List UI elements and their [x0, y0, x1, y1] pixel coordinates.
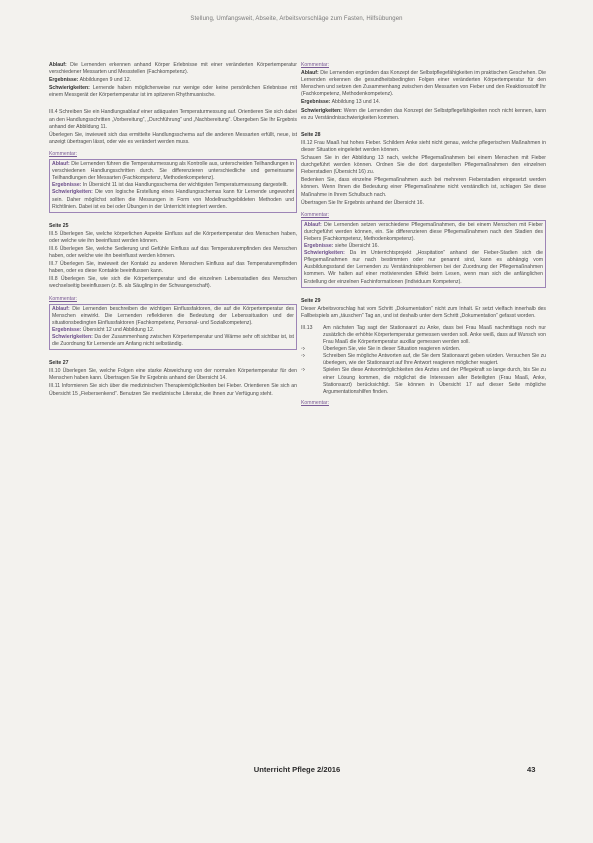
text: siehe Übersicht 16. [334, 243, 379, 250]
label-ergebnisse: Ergebnisse: [49, 77, 79, 84]
paragraph [52, 306, 294, 327]
paragraph [52, 161, 294, 182]
label-schwierigkeiten: Schwierigkeiten: [52, 189, 93, 196]
section-heading: Seite 25 [49, 222, 69, 229]
comment-label: Kommentar: [301, 62, 329, 68]
task-paragraph: III.8 Überlegen Sie, wie sich die Körpertemperatur und die einzelnen Lebensstadien des Menschen wechselseitig beeinflussen (z. B. als Säugling in der Schwangerschaft). [49, 276, 297, 290]
task-item [301, 346, 546, 353]
task-paragraph: III.4 Schreiben Sie ein Handlungsablauf einer adäquaten Temperaturmessung auf. Orientieren Sie sich dabei an den Handlungsschritten „Vorbereitung“, „Durchführung“ und „Nachbereitung“. Übergeben Sie Ihr Ergebnis anhand der Abbildung 11. [49, 109, 297, 130]
running-head: Stellung, Umfangsweit, Abseite, Arbeitsvorschläge zum Fasten, Hilfsübungen [190, 16, 403, 22]
arrow-icon: ➩ [301, 353, 306, 360]
label-schwierigkeiten: Schwierigkeiten: [52, 334, 93, 340]
paragraph [49, 85, 297, 99]
task-item [301, 367, 546, 395]
task-paragraph: Übertragen Sie Ihr Ergebnis anhand der Übersicht 16. [301, 199, 424, 206]
task-paragraph: III.5 Überlegen Sie, welche körperlichen Aspekte Einfluss auf die Körpertemperatur des Menschen haben, oder welche wie ihn beeinflusst werden können. [49, 230, 297, 244]
text: Wenn die Lernenden das Konzept der Selbstpflegefähigkeiten noch nicht kennen, kann es zu Verständnisschwierigkeiten kommen. [301, 107, 546, 121]
arrow-icon: ➩ [301, 367, 306, 374]
paragraph [301, 108, 546, 122]
task-paragraph: Dieser Arbeitsvorschlag hat vom Schritt „Dokumentation“ nicht zum Inhalt. Er setzt vielfach innerhalb des Fallbeispiels am „täuschen“ Tag an, und ist deshalb unter dem Schritt „Dokumentation“ gefasst worden. [301, 305, 546, 319]
left-column [49, 62, 297, 399]
paragraph [304, 243, 543, 250]
label-ablauf: Ablauf: [52, 161, 70, 168]
comment-label: Kommentar: [49, 295, 77, 302]
text: Abbildung 13 und 14. [331, 99, 381, 106]
text: Die Lernenden ergründen das Konzept der Selbstpflegefähigkeiten im praktischen Geschehen. Die Lernenden erkennen die gesundheitsbedingten Folgen einer veränderten Körpertemperatur für den Menschen und setzen den Zusammenhang zwischen den Messarten von Fieber und den Reaktionsstoff Ihr (Fachkompetenz, Methodenkompetenz). [301, 70, 546, 98]
paragraph [49, 62, 297, 76]
section-heading: Seite 28 [301, 131, 321, 138]
paragraph [52, 189, 294, 210]
task-paragraph: Schauen Sie in der Abbildung 13 nach, welche Pflegemaßnahmen bei einem Menschen mit Fieber durchgeführt werden können. Ordnen Sie die dort dargestellten Pflegemaßnahmen den einzelnen Fieberstadien (Übersicht 16) zu. [301, 155, 546, 176]
item-text: Überlegen Sie, wie Sie in dieser Situation reagieren würden. [323, 346, 461, 353]
text: Die Lernenden führen die Temperaturmessung als Kontrolle aus, unterscheiden Teilhandlungen in verschiedenen Handlungsschritten durch. Sie differenzieren unterschiedliche und gemeinsame Teilhandlungen der Messarten (Fachkompetenz, Methodenkompetenz). [52, 161, 294, 182]
comment-box [49, 304, 297, 351]
task-paragraph: III.11 Informieren Sie sich über die medizinischen Therapiemöglichkeiten bei Fieber. Orientieren Sie sich an Übersicht 15 „Fiebersenkend“. Benutzen Sie medizinische Literatur, die Ihnen zur Verfügung steht. [49, 383, 297, 397]
task-paragraph: III.6 Überlegen Sie, welche Sedierung und Gefühle Einfluss auf das Temperaturempfinden des Menschen haben, oder welche wie ihn beeinflusst werden können. [49, 245, 297, 260]
label-ergebnisse: Ergebnisse: [52, 326, 82, 333]
label-ablauf: Ablauf: [52, 305, 70, 312]
paragraph [52, 334, 294, 348]
text: In Übersicht 11 ist das Handlungsschema der wichtigsten Temperaturmessung dargestellt. [82, 182, 288, 189]
label-schwierigkeiten: Schwierigkeiten: [49, 85, 90, 92]
task-paragraph: Überlegen Sie, inwieweit sich das ermittelte Handlungsschema auf die anderen Messarten erfüllt, neue, ist anzeigt übertragen lässt, oder wie es verändert werden muss. [49, 131, 297, 145]
item-text: Spielen Sie diese Antwortmöglichkeiten des Arztes und der Pflegekraft so lange durch, bis Sie zu einer Lösung kommen, die möglichst die Interessen aller Beteiligten (Frau Maaß, Anke, Stationsarzt) berücksichtigt. Sie können in Übersicht 17 auf dieser Seite mögliche Argumentationshilfen finden. [323, 367, 546, 395]
comment-box [49, 159, 297, 213]
label-schwierigkeiten: Schwierigkeiten: [304, 250, 345, 257]
paragraph [304, 250, 543, 285]
label-ablauf: Ablauf: [49, 62, 67, 68]
label-schwierigkeiten: Schwierigkeiten: [301, 107, 342, 114]
paragraph [304, 222, 543, 243]
text: Da im Unterrichtsprojekt „Hospitation“ anhand der Fieber-Stadien sich die Pflegemaßnahmen nur nach bestimmten oder nur genannt sind, kann es abhängig vom Ausbildungsstand der Lernenden zu Verständnisproblemen bei der Zuordnung der Pflegemaßnahmen kommen. Wir halten auf einer motivierenden Effekt beim Lesen, wenn man sich die anfänglichen Erstellung der einzelnen Fachinformationen (Individuum Kompetenz). [304, 250, 543, 285]
task-item [301, 325, 546, 346]
text: Die Lernenden erkennen anhand Körper Erlebnisse mit einer veränderten Körpertemperatur verschiedener Messarten und Messstellen (Fachkompetenz). [49, 62, 297, 76]
paragraph [49, 77, 297, 84]
text: Übersicht 12 und Abbildung 12. [82, 326, 155, 333]
label-ablauf: Ablauf: [301, 70, 319, 77]
comment-label: Kommentar: [301, 399, 329, 406]
right-column [301, 62, 546, 408]
comment-label: Kommentar: [49, 150, 77, 157]
page-number: 43 [527, 765, 536, 774]
task-paragraph: Bedenken Sie, dass einzelne Pflegemaßnahmen auch bei mehreren Fieberstadien eingesetzt werden können. Wenn Ihnen die Bedeutung einer Pflegemaßnahme nicht verständlich ist, schlagen Sie diese Maßnahme in Ihrem Schulbuch nach. [301, 177, 546, 198]
footer-title: Unterricht Pflege 2/2016 [253, 765, 341, 774]
text: Da der Zusammenhang zwischen Körpertemperatur und Wärme sehr oft sichtbar ist, ist die Zuordnung für Lernende am Anfang nicht selbständig. [52, 334, 294, 348]
item-number: III.13 [301, 324, 313, 331]
label-ergebnisse: Ergebnisse: [304, 243, 334, 250]
comment-label: Kommentar: [301, 211, 329, 218]
paragraph [301, 70, 546, 98]
task-paragraph: III.7 Überlegen Sie, inwieweit der Kontakt zu anderen Menschen Einfluss auf das Temperaturempfinden haben, oder es diese Kontakte beeinflussen kann. [49, 261, 297, 275]
comment-box [301, 220, 546, 288]
item-text: Am nächsten Tag sagt der Stationsarzt zu Anke, dass bei Frau Maaß nachmittags noch nur zusätzlich die erhöhte Körpertemperatur gemessen werden soll. Anke weiß, dass auf Wunsch von Frau Maaß die Körpertemperatur auxillar gemessen werden soll. [323, 324, 546, 346]
text: Lernende haben möglicherweise nur wenige oder keine persönlichen Erlebnisse mit einem Messgerät der Körpertemperatur ist im spitzeren Rhythmusnische. [49, 85, 297, 99]
text: Die von logische Erstellung eines Handlungsschemas kann für Lernende ungewohnt sein. Daher möglichst sollten die Messungen in Form von Modellnachgebildeten Methoden und Richtlinien. Dabei ist es bei oder Übungen in der Unterricht integriert werden. [52, 189, 294, 210]
paragraph [52, 327, 294, 334]
text: Abbildungen 9 und 12. [79, 77, 132, 84]
task-paragraph: III.12 Frau Maaß hat hohes Fieber. Schildern Anke sieht nicht genau, welche pflegerischen Maßnahmen in dieser Situation eingeleitet werden können. [301, 139, 546, 153]
section-heading: Seite 29 [301, 297, 321, 304]
label-ergebnisse: Ergebnisse: [301, 99, 331, 106]
task-item [301, 353, 546, 367]
task-paragraph: III.10 Überlegen Sie, welche Folgen eine starke Abweichung von der normalen Körpertemperatur für den Menschen haben kann. Übertragen Sie Ihr Ergebnis anhand der Übersicht 14. [49, 368, 297, 382]
paragraph [301, 99, 546, 106]
paragraph [52, 182, 294, 189]
text: Die Lernenden setzen verschiedene Pflegemaßnahmen, die bei einem Menschen mit Fieber durchgeführt werden können, ein. Sie differenzieren diese Pflegemaßnahmen nach den Stadien des Fiebers (Fachkompetenz, Methodenkompetenz). [304, 221, 543, 242]
label-ablauf: Ablauf: [304, 221, 322, 228]
text: Die Lernenden beschreiben die wichtigen Einflussfaktoren, die auf die Körpertemperatur des Menschen einwirkt. Die Lernenden reflektieren die Bedeutung der Lebenssituation und der situationsbedingten Einflussfaktoren (Fachkompetenz, Personal- und Sozialkompetenz). [52, 305, 294, 326]
item-text: Schreiben Sie mögliche Antworten auf, die Sie dem Stationsarzt geben würden. Versuchen Sie zu überlegen, wie der Stationsarzt auf Ihre Antwort reagieren möglicher reagiert. [323, 353, 546, 367]
arrow-icon: ➩ [301, 346, 306, 353]
label-ergebnisse: Ergebnisse: [52, 182, 82, 189]
section-heading: Seite 27 [49, 360, 69, 367]
